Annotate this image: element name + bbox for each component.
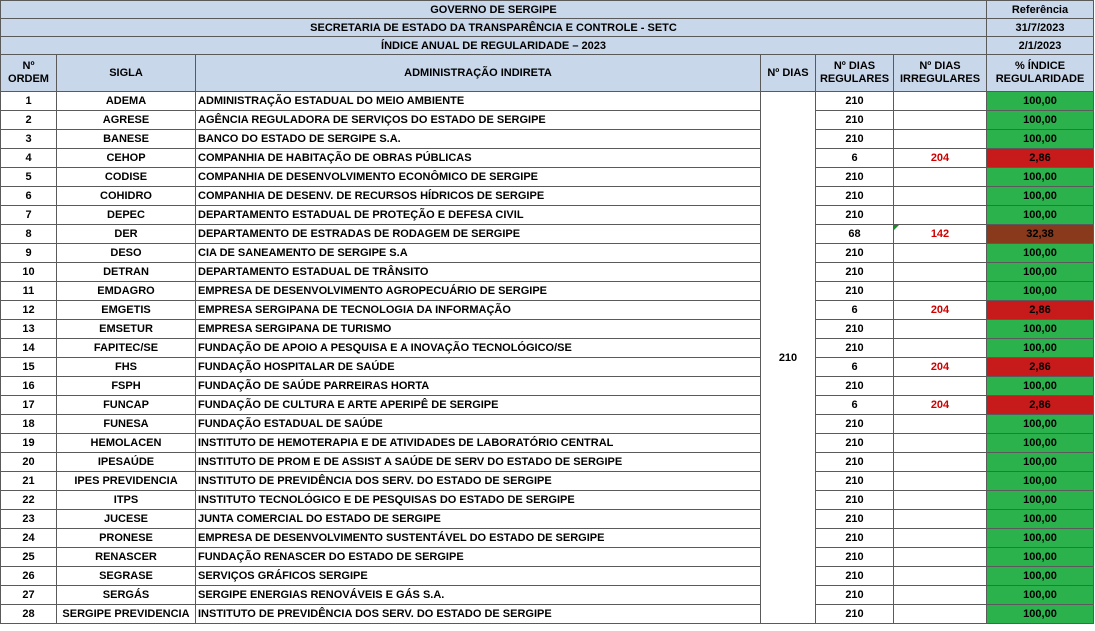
cell-administracao: JUNTA COMERCIAL DO ESTADO DE SERGIPE xyxy=(196,510,761,529)
cell-ordem: 1 xyxy=(1,92,57,111)
cell-regulares: 210 xyxy=(816,130,894,149)
cell-administracao: DEPARTAMENTO ESTADUAL DE PROTEÇÃO E DEFESA CIVIL xyxy=(196,206,761,225)
cell-indice: 100,00 xyxy=(987,491,1094,510)
table-row xyxy=(1,92,1094,111)
cell-ordem: 3 xyxy=(1,130,57,149)
cell-indice: 100,00 xyxy=(987,548,1094,567)
table-row xyxy=(1,187,1094,206)
cell-regulares: 210 xyxy=(816,339,894,358)
cell-administracao: ADMINISTRAÇÃO ESTADUAL DO MEIO AMBIENTE xyxy=(196,92,761,111)
cell-indice: 2,86 xyxy=(987,301,1094,320)
cell-administracao: COMPANHIA DE DESENV. DE RECURSOS HÍDRICOS DE SERGIPE xyxy=(196,187,761,206)
cell-sigla: AGRESE xyxy=(57,111,196,130)
cell-indice: 100,00 xyxy=(987,168,1094,187)
cell-ordem: 10 xyxy=(1,263,57,282)
cell-irregulares xyxy=(894,434,987,453)
cell-ordem: 16 xyxy=(1,377,57,396)
cell-ordem: 7 xyxy=(1,206,57,225)
table-row xyxy=(1,586,1094,605)
cell-ordem: 9 xyxy=(1,244,57,263)
cell-irregulares: 204 xyxy=(894,301,987,320)
cell-indice: 100,00 xyxy=(987,377,1094,396)
cell-regulares: 210 xyxy=(816,548,894,567)
table-row xyxy=(1,491,1094,510)
cell-irregulares xyxy=(894,168,987,187)
cell-irregulares xyxy=(894,529,987,548)
table-row xyxy=(1,320,1094,339)
cell-irregulares xyxy=(894,339,987,358)
cell-indice: 32,38 xyxy=(987,225,1094,244)
cell-ordem: 19 xyxy=(1,434,57,453)
cell-regulares: 210 xyxy=(816,168,894,187)
cell-administracao: INSTITUTO DE PREVIDÊNCIA DOS SERV. DO ESTADO DE SERGIPE xyxy=(196,472,761,491)
cell-indice: 2,86 xyxy=(987,396,1094,415)
cell-irregulares: 142 xyxy=(894,225,987,244)
cell-sigla: SEGRASE xyxy=(57,567,196,586)
cell-regulares: 210 xyxy=(816,491,894,510)
cell-sigla: EMSETUR xyxy=(57,320,196,339)
cell-sigla: DER xyxy=(57,225,196,244)
cell-sigla: HEMOLACEN xyxy=(57,434,196,453)
cell-sigla: SERGIPE PREVIDENCIA xyxy=(57,605,196,624)
cell-indice: 100,00 xyxy=(987,567,1094,586)
table-row xyxy=(1,111,1094,130)
cell-ordem: 28 xyxy=(1,605,57,624)
col-sigla: SIGLA xyxy=(57,55,196,92)
table-row xyxy=(1,149,1094,168)
cell-indice: 100,00 xyxy=(987,244,1094,263)
cell-ordem: 24 xyxy=(1,529,57,548)
cell-indice: 100,00 xyxy=(987,605,1094,624)
cell-regulares: 210 xyxy=(816,206,894,225)
cell-regulares: 210 xyxy=(816,510,894,529)
cell-sigla: ADEMA xyxy=(57,92,196,111)
cell-sigla: BANESE xyxy=(57,130,196,149)
cell-ordem: 14 xyxy=(1,339,57,358)
cell-regulares: 210 xyxy=(816,244,894,263)
cell-irregulares xyxy=(894,263,987,282)
cell-irregulares xyxy=(894,605,987,624)
cell-ordem: 15 xyxy=(1,358,57,377)
cell-regulares: 210 xyxy=(816,263,894,282)
table-row xyxy=(1,415,1094,434)
table-row xyxy=(1,282,1094,301)
cell-ordem: 25 xyxy=(1,548,57,567)
cell-indice: 100,00 xyxy=(987,206,1094,225)
cell-administracao: SERVIÇOS GRÁFICOS SERGIPE xyxy=(196,567,761,586)
cell-indice: 100,00 xyxy=(987,187,1094,206)
cell-administracao: CIA DE SANEAMENTO DE SERGIPE S.A xyxy=(196,244,761,263)
cell-irregulares: 204 xyxy=(894,149,987,168)
cell-ordem: 12 xyxy=(1,301,57,320)
cell-administracao: INSTITUTO DE HEMOTERAPIA E DE ATIVIDADES DE LABORATÓRIO CENTRAL xyxy=(196,434,761,453)
cell-administracao: FUNDAÇÃO DE APOIO A PESQUISA E A INOVAÇÃO TECNOLÓGICO/SE xyxy=(196,339,761,358)
cell-irregulares xyxy=(894,92,987,111)
cell-sigla: FUNCAP xyxy=(57,396,196,415)
cell-sigla: FSPH xyxy=(57,377,196,396)
cell-regulares: 210 xyxy=(816,377,894,396)
cell-ordem: 2 xyxy=(1,111,57,130)
cell-indice: 100,00 xyxy=(987,282,1094,301)
table-row xyxy=(1,453,1094,472)
cell-indice: 100,00 xyxy=(987,263,1094,282)
cell-irregulares xyxy=(894,187,987,206)
cell-administracao: AGÊNCIA REGULADORA DE SERVIÇOS DO ESTADO DE SERGIPE xyxy=(196,111,761,130)
cell-ordem: 18 xyxy=(1,415,57,434)
cell-irregulares xyxy=(894,415,987,434)
referencia-label: Referência xyxy=(987,1,1094,19)
cell-sigla: EMGETIS xyxy=(57,301,196,320)
cell-sigla: RENASCER xyxy=(57,548,196,567)
cell-indice: 100,00 xyxy=(987,339,1094,358)
cell-administracao: COMPANHIA DE HABITAÇÃO DE OBRAS PÚBLICAS xyxy=(196,149,761,168)
cell-irregulares xyxy=(894,282,987,301)
col-administracao: ADMINISTRAÇÃO INDIRETA xyxy=(196,55,761,92)
cell-administracao: EMPRESA DE DESENVOLVIMENTO SUSTENTÁVEL DO ESTADO DE SERGIPE xyxy=(196,529,761,548)
cell-administracao: FUNDAÇÃO HOSPITALAR DE SAÚDE xyxy=(196,358,761,377)
col-irregulares: Nº DIAS IRREGULARES xyxy=(894,55,987,92)
cell-indice: 100,00 xyxy=(987,453,1094,472)
cell-administracao: DEPARTAMENTO DE ESTRADAS DE RODAGEM DE SERGIPE xyxy=(196,225,761,244)
cell-irregulares xyxy=(894,453,987,472)
cell-regulares: 210 xyxy=(816,586,894,605)
cell-regulares: 6 xyxy=(816,149,894,168)
cell-irregulares xyxy=(894,320,987,339)
cell-administracao: BANCO DO ESTADO DE SERGIPE S.A. xyxy=(196,130,761,149)
col-regulares: Nº DIAS REGULARES xyxy=(816,55,894,92)
cell-indice: 100,00 xyxy=(987,510,1094,529)
cell-sigla: JUCESE xyxy=(57,510,196,529)
cell-regulares: 68 xyxy=(816,225,894,244)
cell-indice: 100,00 xyxy=(987,130,1094,149)
cell-indice: 100,00 xyxy=(987,472,1094,491)
governo-title: GOVERNO DE SERGIPE xyxy=(1,1,987,19)
cell-ordem: 21 xyxy=(1,472,57,491)
cell-administracao: COMPANHIA DE DESENVOLVIMENTO ECONÔMICO DE SERGIPE xyxy=(196,168,761,187)
cell-ordem: 11 xyxy=(1,282,57,301)
cell-irregulares xyxy=(894,206,987,225)
cell-ordem: 22 xyxy=(1,491,57,510)
table-row xyxy=(1,434,1094,453)
cell-irregulares xyxy=(894,130,987,149)
cell-ordem: 20 xyxy=(1,453,57,472)
cell-irregulares xyxy=(894,472,987,491)
table-row xyxy=(1,529,1094,548)
cell-irregulares: 204 xyxy=(894,396,987,415)
cell-indice: 2,86 xyxy=(987,149,1094,168)
table-row xyxy=(1,396,1094,415)
indice-title: ÍNDICE ANUAL DE REGULARIDADE – 2023 xyxy=(1,37,987,55)
cell-administracao: FUNDAÇÃO DE SAÚDE PARREIRAS HORTA xyxy=(196,377,761,396)
table-body xyxy=(1,92,1094,624)
cell-regulares: 210 xyxy=(816,187,894,206)
cell-regulares: 210 xyxy=(816,320,894,339)
cell-indice: 100,00 xyxy=(987,92,1094,111)
table-row xyxy=(1,567,1094,586)
cell-regulares: 6 xyxy=(816,396,894,415)
cell-ordem: 27 xyxy=(1,586,57,605)
cell-sigla: DESO xyxy=(57,244,196,263)
cell-irregulares xyxy=(894,377,987,396)
cell-regulares: 210 xyxy=(816,415,894,434)
cell-indice: 100,00 xyxy=(987,586,1094,605)
cell-ordem: 6 xyxy=(1,187,57,206)
col-dias: Nº DIAS xyxy=(761,55,816,92)
cell-regulares: 210 xyxy=(816,434,894,453)
table-row xyxy=(1,168,1094,187)
cell-sigla: IPESAÚDE xyxy=(57,453,196,472)
cell-ordem: 5 xyxy=(1,168,57,187)
cell-sigla: DEPEC xyxy=(57,206,196,225)
cell-regulares: 210 xyxy=(816,111,894,130)
cell-administracao: DEPARTAMENTO ESTADUAL DE TRÂNSITO xyxy=(196,263,761,282)
cell-irregulares xyxy=(894,111,987,130)
cell-indice: 2,86 xyxy=(987,358,1094,377)
cell-irregulares xyxy=(894,567,987,586)
cell-regulares: 6 xyxy=(816,358,894,377)
cell-administracao: FUNDAÇÃO ESTADUAL DE SAÚDE xyxy=(196,415,761,434)
cell-irregulares xyxy=(894,510,987,529)
secretaria-title: SECRETARIA DE ESTADO DA TRANSPARÊNCIA E CONTROLE - SETC xyxy=(1,19,987,37)
table-row xyxy=(1,605,1094,624)
cell-sigla: FAPITEC/SE xyxy=(57,339,196,358)
table-row xyxy=(1,244,1094,263)
table-row xyxy=(1,358,1094,377)
cell-sigla: DETRAN xyxy=(57,263,196,282)
cell-ordem: 13 xyxy=(1,320,57,339)
cell-irregulares: 204 xyxy=(894,358,987,377)
cell-sigla: CEHOP xyxy=(57,149,196,168)
cell-indice: 100,00 xyxy=(987,529,1094,548)
cell-ordem: 8 xyxy=(1,225,57,244)
cell-sigla: PRONESE xyxy=(57,529,196,548)
cell-sigla: SERGÁS xyxy=(57,586,196,605)
cell-regulares: 6 xyxy=(816,301,894,320)
table-row xyxy=(1,339,1094,358)
table-row xyxy=(1,263,1094,282)
table-row xyxy=(1,548,1094,567)
cell-administracao: INSTITUTO TECNOLÓGICO E DE PESQUISAS DO ESTADO DE SERGIPE xyxy=(196,491,761,510)
cell-administracao: FUNDAÇÃO DE CULTURA E ARTE APERIPÊ DE SERGIPE xyxy=(196,396,761,415)
cell-sigla: ITPS xyxy=(57,491,196,510)
cell-administracao: INSTITUTO DE PROM E DE ASSIST A SAÚDE DE SERV DO ESTADO DE SERGIPE xyxy=(196,453,761,472)
col-indice: % ÍNDICE REGULARIDADE xyxy=(987,55,1094,92)
cell-irregulares xyxy=(894,244,987,263)
cell-administracao: EMPRESA SERGIPANA DE TECNOLOGIA DA INFORMAÇÃO xyxy=(196,301,761,320)
cell-indice: 100,00 xyxy=(987,415,1094,434)
cell-irregulares xyxy=(894,548,987,567)
table-row xyxy=(1,225,1094,244)
table-row xyxy=(1,377,1094,396)
cell-indice: 100,00 xyxy=(987,111,1094,130)
cell-indice: 100,00 xyxy=(987,434,1094,453)
cell-ordem: 26 xyxy=(1,567,57,586)
cell-sigla: EMDAGRO xyxy=(57,282,196,301)
cell-irregulares xyxy=(894,586,987,605)
cell-regulares: 210 xyxy=(816,92,894,111)
referencia-date-2: 2/1/2023 xyxy=(987,37,1094,55)
cell-administracao: EMPRESA SERGIPANA DE TURISMO xyxy=(196,320,761,339)
table-row xyxy=(1,130,1094,149)
cell-regulares: 210 xyxy=(816,472,894,491)
cell-sigla: CODISE xyxy=(57,168,196,187)
referencia-date-1: 31/7/2023 xyxy=(987,19,1094,37)
cell-sigla: COHIDRO xyxy=(57,187,196,206)
col-ordem: Nº ORDEM xyxy=(1,55,57,92)
cell-irregulares xyxy=(894,491,987,510)
cell-ordem: 17 xyxy=(1,396,57,415)
cell-administracao: SERGIPE ENERGIAS RENOVÁVEIS E GÁS S.A. xyxy=(196,586,761,605)
cell-indice: 100,00 xyxy=(987,320,1094,339)
cell-regulares: 210 xyxy=(816,529,894,548)
table-row xyxy=(1,206,1094,225)
cell-regulares: 210 xyxy=(816,567,894,586)
cell-dias-total: 210 xyxy=(761,92,816,624)
cell-ordem: 4 xyxy=(1,149,57,168)
cell-administracao: INSTITUTO DE PREVIDÊNCIA DOS SERV. DO ESTADO DE SERGIPE xyxy=(196,605,761,624)
table-row xyxy=(1,301,1094,320)
cell-sigla: FHS xyxy=(57,358,196,377)
cell-administracao: FUNDAÇÃO RENASCER DO ESTADO DE SERGIPE xyxy=(196,548,761,567)
cell-administracao: EMPRESA DE DESENVOLVIMENTO AGROPECUÁRIO DE SERGIPE xyxy=(196,282,761,301)
cell-ordem: 23 xyxy=(1,510,57,529)
cell-sigla: IPES PREVIDENCIA xyxy=(57,472,196,491)
cell-regulares: 210 xyxy=(816,605,894,624)
cell-regulares: 210 xyxy=(816,453,894,472)
cell-sigla: FUNESA xyxy=(57,415,196,434)
cell-regulares: 210 xyxy=(816,282,894,301)
table-row xyxy=(1,472,1094,491)
table-row xyxy=(1,510,1094,529)
